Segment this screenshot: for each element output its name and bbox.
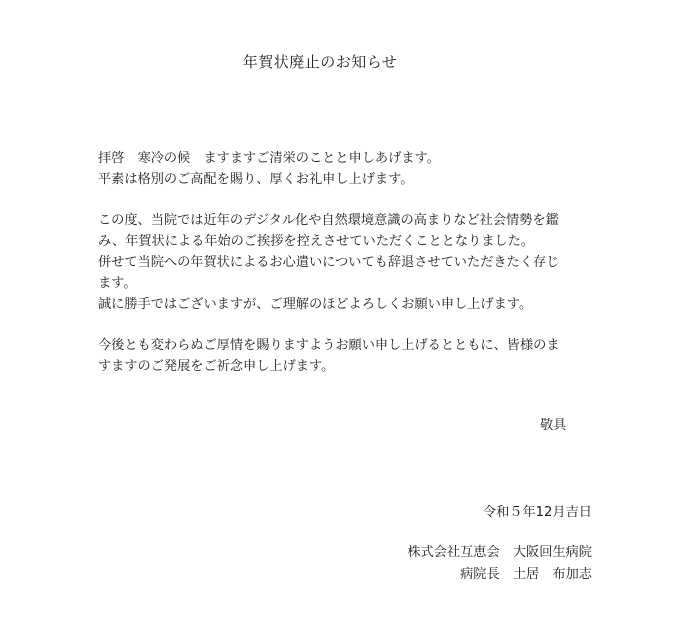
signatory-name: 病院長 土居 布加志	[460, 567, 592, 582]
greeting-line-1: 拝啓 寒冷の候 ますますご清栄のことと申しあげます。	[98, 151, 440, 166]
notice-paragraph	[98, 210, 598, 315]
closing-paragraph	[98, 335, 598, 377]
issue-date: 令和５年12月吉日	[482, 505, 592, 520]
notice-line-3: 併せて当院への年賀状によるお心遣いについても辞退させていただきたく存じ	[98, 255, 560, 270]
closing-line-2: すますのご発展をご祈念申し上げます。	[98, 359, 335, 374]
notice-line-5: 誠に勝手ではございますが、ご理解のほどよろしくお願い申し上げます。	[98, 297, 533, 312]
greeting-line-2: 平素は格別のご高配を賜り、厚くお礼申し上げます。	[98, 172, 414, 187]
notice-line-4: ます。	[98, 276, 137, 291]
document-title: 年賀状廃止のお知らせ	[242, 53, 398, 71]
notice-line-1: この度、当院では近年のデジタル化や自然環境意識の高まりなど社会情勢を鑑	[98, 213, 559, 228]
closing-salutation: 敬具	[540, 418, 567, 433]
notice-line-2: み、年賀状による年始のご挨拶を控えさせていただくこととなりました。	[98, 234, 534, 249]
organization-name: 株式会社互恵会 大阪回生病院	[407, 545, 592, 560]
closing-line-1: 今後とも変わらぬご厚情を賜りますようお願い申し上げるとともに、皆様のま	[98, 338, 560, 353]
greeting-paragraph	[98, 148, 598, 190]
